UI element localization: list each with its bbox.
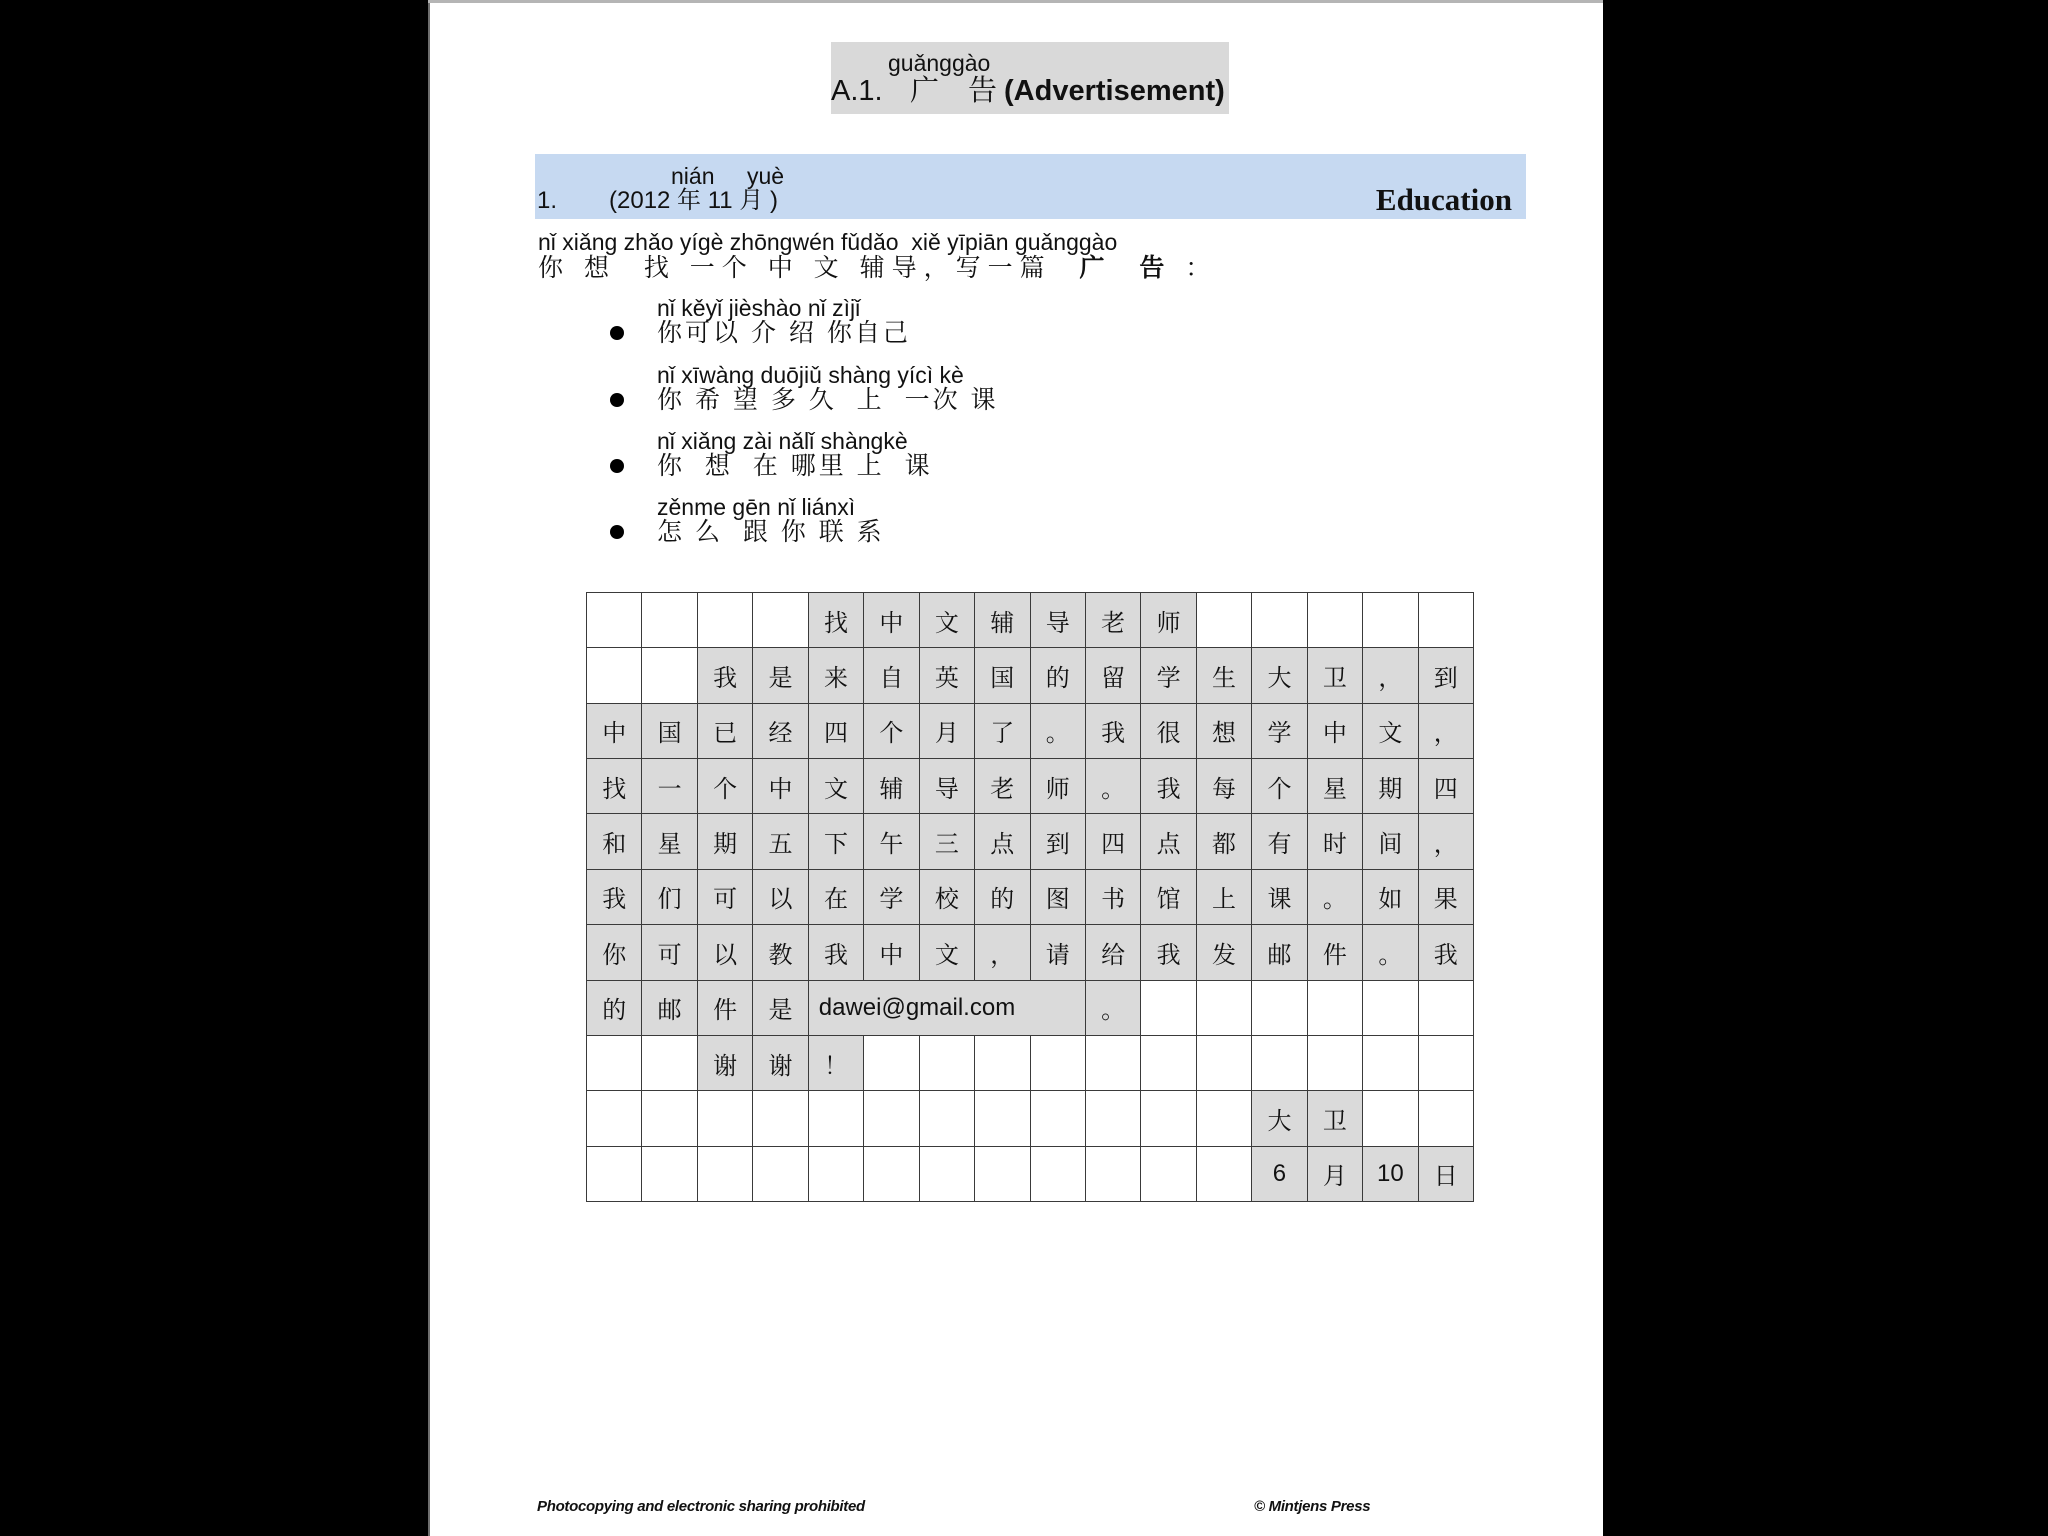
grid-cell: 老 (975, 759, 1030, 814)
grid-cell: 每 (1197, 759, 1252, 814)
grid-cell: 大 (1252, 1091, 1307, 1146)
item-date: (2012 年 11 月 ) (609, 187, 778, 214)
bullet-icon (610, 525, 624, 539)
grid-cell-empty (1197, 593, 1252, 648)
grid-cell: 到 (1031, 814, 1086, 869)
grid-cell-empty (809, 1147, 864, 1202)
grid-cell: 文 (809, 759, 864, 814)
grid-cell: 大 (1252, 648, 1307, 703)
grid-cell: 到 (1419, 648, 1474, 703)
grid-cell: 我 (1086, 704, 1141, 759)
instruction-text-part: 你 想 找 一个 中 文 辅导，写一篇 (538, 254, 1080, 282)
grid-cell-empty (1031, 1147, 1086, 1202)
grid-cell: 时 (1308, 814, 1363, 869)
grid-cell: 期 (698, 814, 753, 869)
grid-cell-empty (1363, 981, 1418, 1036)
grid-cell: 国 (975, 648, 1030, 703)
grid-cell-empty (864, 1091, 919, 1146)
grid-cell-empty (1252, 981, 1307, 1036)
grid-cell: 点 (1141, 814, 1196, 869)
grid-cell: 点 (975, 814, 1030, 869)
grid-cell-empty (809, 1091, 864, 1146)
grid-cell-empty (1419, 1091, 1474, 1146)
grid-cell-empty (1252, 1036, 1307, 1091)
grid-cell-empty (1308, 981, 1363, 1036)
grid-cell: 。 (1363, 925, 1418, 980)
grid-cell: 图 (1031, 870, 1086, 925)
grid-cell: 以 (753, 870, 808, 925)
grid-cell: 课 (1252, 870, 1307, 925)
grid-cell-empty (1197, 1147, 1252, 1202)
grid-cell-empty (1197, 981, 1252, 1036)
grid-cell-empty (1086, 1091, 1141, 1146)
grid-cell: 找 (809, 593, 864, 648)
grid-cell-empty (1086, 1036, 1141, 1091)
bullet-text: 怎 么 跟 你 联 系 (657, 518, 885, 546)
grid-cell: 我 (1141, 759, 1196, 814)
grid-cell: 谢 (698, 1036, 753, 1091)
grid-cell: 邮 (1252, 925, 1307, 980)
grid-cell: 学 (1141, 648, 1196, 703)
grid-cell: 我 (698, 648, 753, 703)
grid-cell: 的 (587, 981, 642, 1036)
grid-cell: 上 (1197, 870, 1252, 925)
grid-cell: 学 (864, 870, 919, 925)
grid-cell-email: dawei@gmail.com (809, 981, 1086, 1036)
grid-cell: 月 (920, 704, 975, 759)
writing-grid (586, 592, 1474, 1202)
grid-cell: 卫 (1308, 1091, 1363, 1146)
grid-cell-empty (587, 1036, 642, 1091)
grid-cell: 很 (1141, 704, 1196, 759)
grid-cell-empty (698, 1091, 753, 1146)
grid-cell: 学 (1252, 704, 1307, 759)
instruction-keyword: 广 告 (1079, 254, 1172, 282)
grid-cell: 以 (698, 925, 753, 980)
grid-cell: 可 (642, 925, 697, 980)
grid-cell: 来 (809, 648, 864, 703)
grid-cell-empty (1141, 1036, 1196, 1091)
grid-cell-empty (753, 1147, 808, 1202)
bullet-icon (610, 393, 624, 407)
grid-cell: 谢 (753, 1036, 808, 1091)
grid-cell: 和 (587, 814, 642, 869)
grid-cell: 导 (1031, 593, 1086, 648)
grid-cell-empty (1419, 593, 1474, 648)
bullet-item (610, 428, 1230, 488)
bullet-pinyin: nǐ xiǎng zài nǎlǐ shàngkè (657, 428, 908, 454)
title-pinyin: guǎnggào (888, 50, 991, 76)
grid-cell-empty (642, 648, 697, 703)
bullet-pinyin: nǐ xīwàng duōjiǔ shàng yícì kè (657, 362, 964, 388)
grid-cell: 果 (1419, 870, 1474, 925)
grid-cell: 的 (1031, 648, 1086, 703)
grid-cell: 一 (642, 759, 697, 814)
grid-cell: 们 (642, 870, 697, 925)
grid-cell: 经 (753, 704, 808, 759)
bullet-pinyin: nǐ kěyǐ jièshào nǐ zìjǐ (657, 295, 861, 321)
grid-cell: 件 (698, 981, 753, 1036)
instruction-text-part: ： (1171, 254, 1218, 282)
grid-cell: 辅 (864, 759, 919, 814)
header-pinyin-nian: nián (671, 163, 715, 189)
category-label: Education (1375, 182, 1512, 217)
grid-cell-empty (975, 1091, 1030, 1146)
grid-cell: 四 (1086, 814, 1141, 869)
grid-cell: 个 (698, 759, 753, 814)
bullet-text: 你 希 望 多 久 上 一次 课 (657, 386, 999, 414)
grid-cell: 发 (1197, 925, 1252, 980)
grid-cell: ， (975, 925, 1030, 980)
grid-cell: 件 (1308, 925, 1363, 980)
grid-cell-empty (1031, 1091, 1086, 1146)
grid-cell-empty (1308, 593, 1363, 648)
bullet-text: 你 想 在 哪里 上 课 (657, 452, 933, 480)
grid-cell: 中 (864, 925, 919, 980)
grid-cell: ， (1419, 814, 1474, 869)
grid-cell: ！ (809, 1036, 864, 1091)
grid-cell: 我 (1141, 925, 1196, 980)
grid-cell: 如 (1363, 870, 1418, 925)
grid-cell: 辅 (975, 593, 1030, 648)
grid-cell: 午 (864, 814, 919, 869)
grid-cell: 的 (975, 870, 1030, 925)
grid-cell: 邮 (642, 981, 697, 1036)
grid-cell-empty (1419, 1036, 1474, 1091)
grid-cell: 五 (753, 814, 808, 869)
bullet-pinyin: zěnme gēn nǐ liánxì (657, 494, 856, 520)
grid-cell: 中 (587, 704, 642, 759)
grid-cell: 。 (1308, 870, 1363, 925)
grid-cell: 文 (920, 593, 975, 648)
grid-cell-empty (587, 593, 642, 648)
grid-cell: 间 (1363, 814, 1418, 869)
grid-cell: 你 (587, 925, 642, 980)
bullet-item (610, 362, 1230, 422)
grid-cell: ， (1363, 648, 1418, 703)
grid-cell-empty (920, 1036, 975, 1091)
grid-cell: 三 (920, 814, 975, 869)
grid-cell-empty (1197, 1036, 1252, 1091)
grid-cell: 10 (1363, 1147, 1418, 1202)
grid-cell: 6 (1252, 1147, 1307, 1202)
title-char: 广 (910, 75, 940, 107)
title-char: 告 (968, 75, 998, 107)
grid-cell-empty (698, 593, 753, 648)
grid-cell: 。 (1031, 704, 1086, 759)
grid-cell: 给 (1086, 925, 1141, 980)
grid-cell-empty (587, 1147, 642, 1202)
grid-cell: 已 (698, 704, 753, 759)
bullet-item (610, 295, 1230, 355)
grid-cell: 找 (587, 759, 642, 814)
grid-cell: 我 (587, 870, 642, 925)
grid-cell: 老 (1086, 593, 1141, 648)
bullet-icon (610, 326, 624, 340)
header-pinyin-yue: yuè (747, 163, 785, 189)
grid-cell: 师 (1031, 759, 1086, 814)
grid-cell-empty (920, 1091, 975, 1146)
grid-cell-empty (1419, 981, 1474, 1036)
bullet-text: 你可以 介 绍 你自己 (657, 319, 911, 347)
grid-cell: 有 (1252, 814, 1307, 869)
footer-notice: Photocopying and electronic sharing prohibited (537, 1498, 865, 1515)
instruction-text (538, 254, 1217, 282)
grid-cell: 在 (809, 870, 864, 925)
grid-cell-empty (1141, 1147, 1196, 1202)
grid-cell: 星 (642, 814, 697, 869)
grid-cell-empty (1086, 1147, 1141, 1202)
grid-cell: 文 (920, 925, 975, 980)
grid-cell-empty (1252, 593, 1307, 648)
bullet-icon (610, 459, 624, 473)
grid-cell: 日 (1419, 1147, 1474, 1202)
grid-cell: 想 (1197, 704, 1252, 759)
grid-cell: 四 (1419, 759, 1474, 814)
grid-cell-empty (1197, 1091, 1252, 1146)
grid-cell-empty (1308, 1036, 1363, 1091)
grid-cell-empty (975, 1036, 1030, 1091)
grid-cell: 星 (1308, 759, 1363, 814)
grid-cell: 四 (809, 704, 864, 759)
grid-cell-empty (642, 1147, 697, 1202)
instruction-pinyin: nǐ xiǎng zhǎo yígè zhōngwén fǔdǎo xiě yīpiān guǎnggào (538, 229, 1118, 255)
grid-cell: 中 (864, 593, 919, 648)
grid-cell: 。 (1086, 981, 1141, 1036)
grid-cell: 下 (809, 814, 864, 869)
grid-cell: 个 (1252, 759, 1307, 814)
grid-cell-empty (642, 1036, 697, 1091)
grid-cell: 可 (698, 870, 753, 925)
grid-cell: 书 (1086, 870, 1141, 925)
document-page (428, 0, 1603, 1536)
grid-cell: 我 (1419, 925, 1474, 980)
grid-cell-empty (1363, 1036, 1418, 1091)
grid-cell-empty (1031, 1036, 1086, 1091)
grid-cell-empty (642, 593, 697, 648)
grid-cell: 文 (1363, 704, 1418, 759)
grid-cell: 中 (753, 759, 808, 814)
grid-cell: 自 (864, 648, 919, 703)
grid-cell-empty (1363, 593, 1418, 648)
grid-cell: 了 (975, 704, 1030, 759)
grid-cell-empty (698, 1147, 753, 1202)
grid-cell: 教 (753, 925, 808, 980)
grid-cell: 国 (642, 704, 697, 759)
grid-cell-empty (975, 1147, 1030, 1202)
grid-cell-empty (587, 648, 642, 703)
grid-cell: 个 (864, 704, 919, 759)
grid-cell: 英 (920, 648, 975, 703)
grid-cell: 我 (809, 925, 864, 980)
grid-cell-empty (642, 1091, 697, 1146)
grid-cell-empty (753, 1091, 808, 1146)
grid-cell: 卫 (1308, 648, 1363, 703)
grid-cell: 都 (1197, 814, 1252, 869)
grid-cell-empty (864, 1036, 919, 1091)
grid-cell: 校 (920, 870, 975, 925)
grid-cell: 导 (920, 759, 975, 814)
grid-cell: 生 (1197, 648, 1252, 703)
title-number: A.1. (831, 75, 883, 107)
grid-cell-empty (1363, 1091, 1418, 1146)
grid-cell-empty (1141, 981, 1196, 1036)
bullet-item (610, 494, 1230, 554)
grid-cell: 。 (1086, 759, 1141, 814)
section-header-bar (535, 154, 1526, 219)
grid-cell-empty (920, 1147, 975, 1202)
title-english: (Advertisement) (1004, 75, 1225, 107)
grid-cell-empty (753, 593, 808, 648)
grid-cell: 请 (1031, 925, 1086, 980)
grid-cell: ， (1419, 704, 1474, 759)
grid-cell: 馆 (1141, 870, 1196, 925)
grid-cell: 期 (1363, 759, 1418, 814)
item-number: 1. (537, 187, 558, 214)
grid-cell-empty (1141, 1091, 1196, 1146)
grid-cell: 月 (1308, 1147, 1363, 1202)
grid-cell-empty (864, 1147, 919, 1202)
grid-cell-empty (587, 1091, 642, 1146)
grid-cell: 是 (753, 648, 808, 703)
title-box (831, 42, 1229, 114)
grid-cell: 师 (1141, 593, 1196, 648)
grid-cell: 中 (1308, 704, 1363, 759)
footer-copyright: © Mintjens Press (1254, 1498, 1371, 1515)
grid-cell: 留 (1086, 648, 1141, 703)
grid-cell: 是 (753, 981, 808, 1036)
